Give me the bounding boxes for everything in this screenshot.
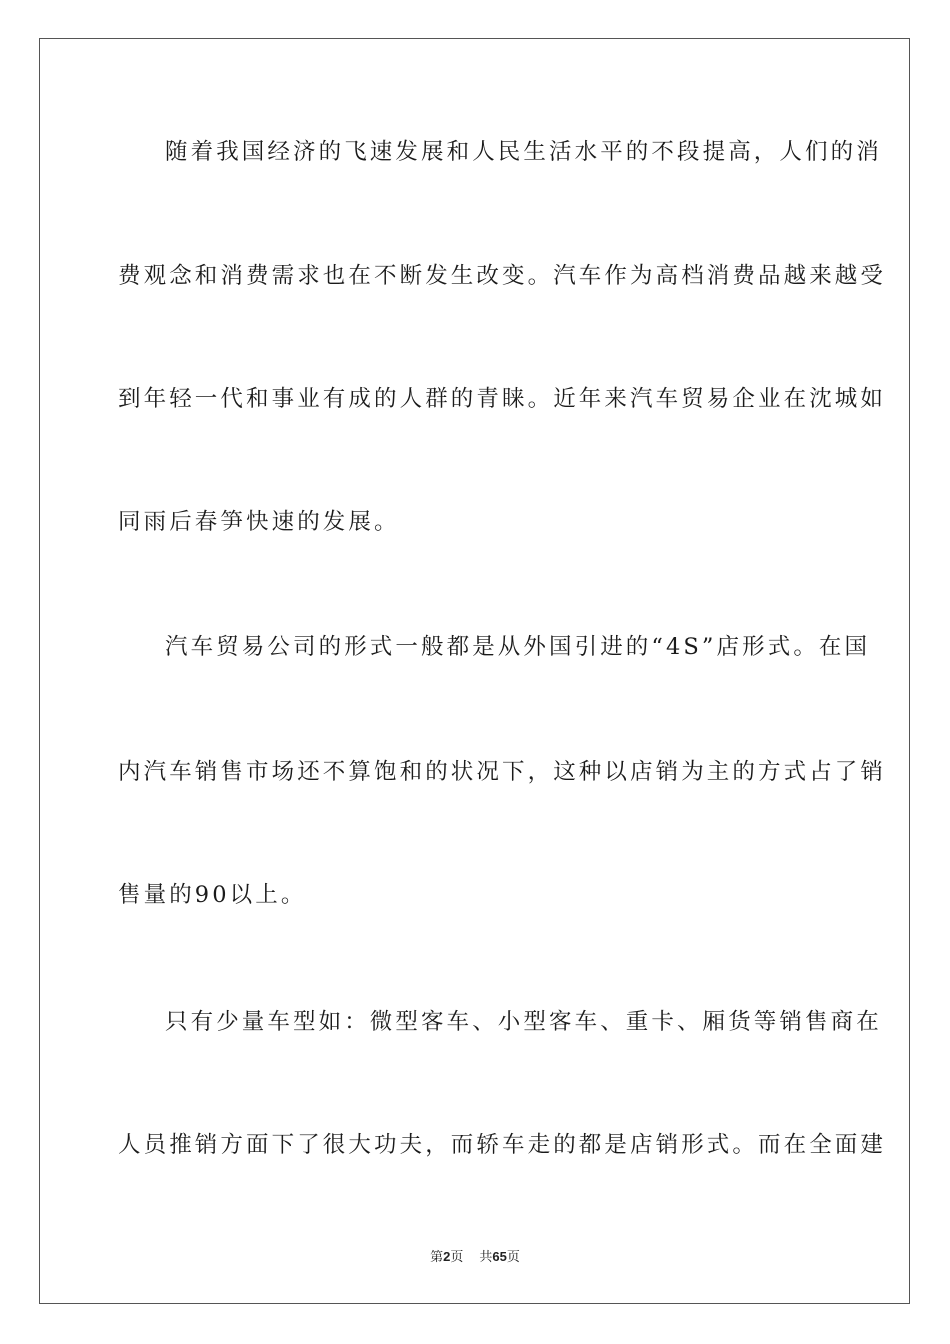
paragraph-1-line-3: 到年轻一代和事业有成的人群的青睐。近年来汽车贸易企业在沈城如 [118,386,887,412]
footer-total-pages: 65 [492,1249,507,1264]
paragraph-2-line-1: 汽车贸易公司的形式一般都是从外国引进的“4S”店形式。在国 [165,634,871,660]
footer-page-suffix: 页 [450,1249,464,1264]
paragraph-1-line-1: 随着我国经济的飞速发展和人民生活水平的不段提高，人们的消 [165,139,882,165]
paragraph-1-line-4: 同雨后春笋快速的发展。 [118,509,400,535]
page-border [39,38,910,1304]
footer-total-suffix: 页 [506,1249,520,1264]
footer-page-prefix: 第 [430,1249,444,1264]
footer-total-prefix: 共 [479,1249,493,1264]
paragraph-2-line-2: 内汽车销售市场还不算饱和的状况下，这种以店销为主的方式占了销 [118,759,887,785]
paragraph-2-line-3: 售量的90以上。 [118,882,307,908]
paragraph-1-line-2: 费观念和消费需求也在不断发生改变。汽车作为高档消费品越来越受 [118,263,887,289]
footer-page-number: 2 [443,1249,451,1264]
paragraph-3-line-2: 人员推销方面下了很大功夫，而轿车走的都是店销形式。而在全面建 [118,1132,887,1158]
paragraph-3-line-1: 只有少量车型如：微型客车、小型客车、重卡、厢货等销售商在 [165,1009,882,1035]
page-footer [0,1248,950,1266]
